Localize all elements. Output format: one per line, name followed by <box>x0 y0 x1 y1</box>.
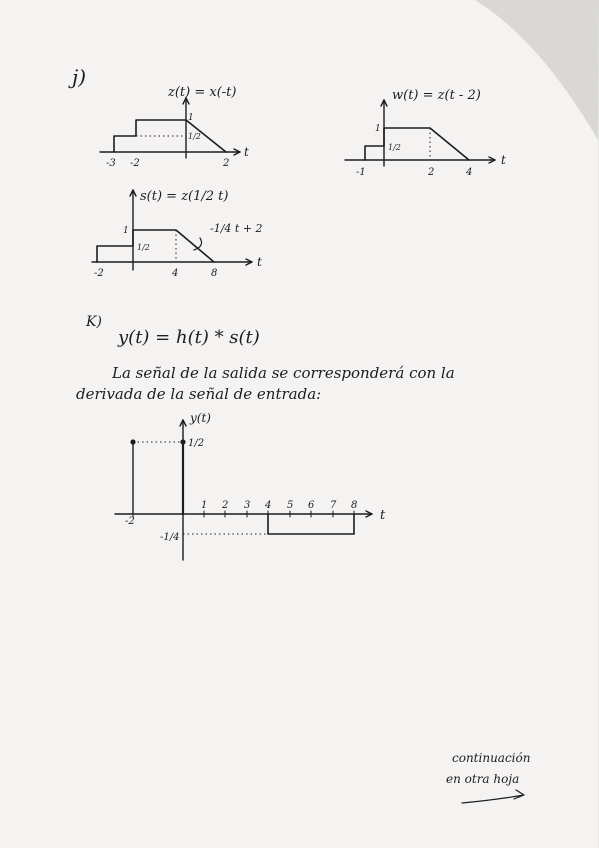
graph-y-tick-8: 8 <box>351 500 358 511</box>
graph-y-tick-1: 1 <box>201 500 208 511</box>
graph-w-tick-m1: -1 <box>356 167 366 178</box>
graph-s-tick-m2: -2 <box>94 268 104 279</box>
graph-s-tick-4: 4 <box>172 268 179 279</box>
graph-z-tick-m2: -2 <box>130 158 140 169</box>
graph-s-slope-label: -1/4 t + 2 <box>210 222 263 235</box>
graph-y-level-half: 1/2 <box>188 438 205 449</box>
graph-w-t-label: t <box>501 153 506 167</box>
part-k-label: K) <box>86 314 102 330</box>
part-k-text-line-1: La señal de la salida se corresponderá con la <box>112 364 455 382</box>
graph-y-level-minus-quarter: -1/4 <box>160 532 180 543</box>
graph-s-title: s(t) = z(1/2 t) <box>140 189 229 204</box>
graph-z-tick-m3: -3 <box>106 158 116 169</box>
graph-s-level-1: 1 <box>123 226 129 236</box>
graph-z-level-1: 1 <box>188 113 194 123</box>
graph-z-level-half: 1/2 <box>188 132 201 141</box>
graph-y-tick-3: 3 <box>244 500 251 511</box>
graph-z-tick-2: 2 <box>223 158 230 169</box>
footer-note-line-1: continuación <box>452 751 531 765</box>
graph-y-t-label: t <box>380 508 386 523</box>
footer-note-line-2: en otra hoja <box>446 772 520 786</box>
graph-w-title: w(t) = z(t - 2) <box>392 88 481 103</box>
graph-w-tick-4: 4 <box>466 167 473 178</box>
part-k-equation: y(t) = h(t) * s(t) <box>118 327 260 348</box>
part-j-label: j) <box>72 65 87 89</box>
graph-y-tick-2: 2 <box>222 500 229 511</box>
graph-y-tick-m2: -2 <box>125 516 135 527</box>
graph-y-title: y(t) <box>190 411 211 425</box>
graph-z-title: z(t) = x(-t) <box>168 85 237 100</box>
graph-w-tick-2: 2 <box>428 167 435 178</box>
graph-s-tick-8: 8 <box>211 268 218 279</box>
graph-w-level-half: 1/2 <box>388 143 401 152</box>
graph-z-t-label: t <box>244 145 249 159</box>
graph-y-tick-6: 6 <box>308 500 315 511</box>
graph-y-tick-5: 5 <box>287 500 294 511</box>
graph-s-level-half: 1/2 <box>137 243 150 252</box>
graph-s-t-label: t <box>257 255 262 269</box>
part-k-text-line-2: derivada de la señal de entrada: <box>76 385 322 403</box>
graph-y-tick-4: 4 <box>265 500 272 511</box>
graph-w-level-1: 1 <box>375 124 381 134</box>
graph-y-tick-7: 7 <box>330 500 337 511</box>
